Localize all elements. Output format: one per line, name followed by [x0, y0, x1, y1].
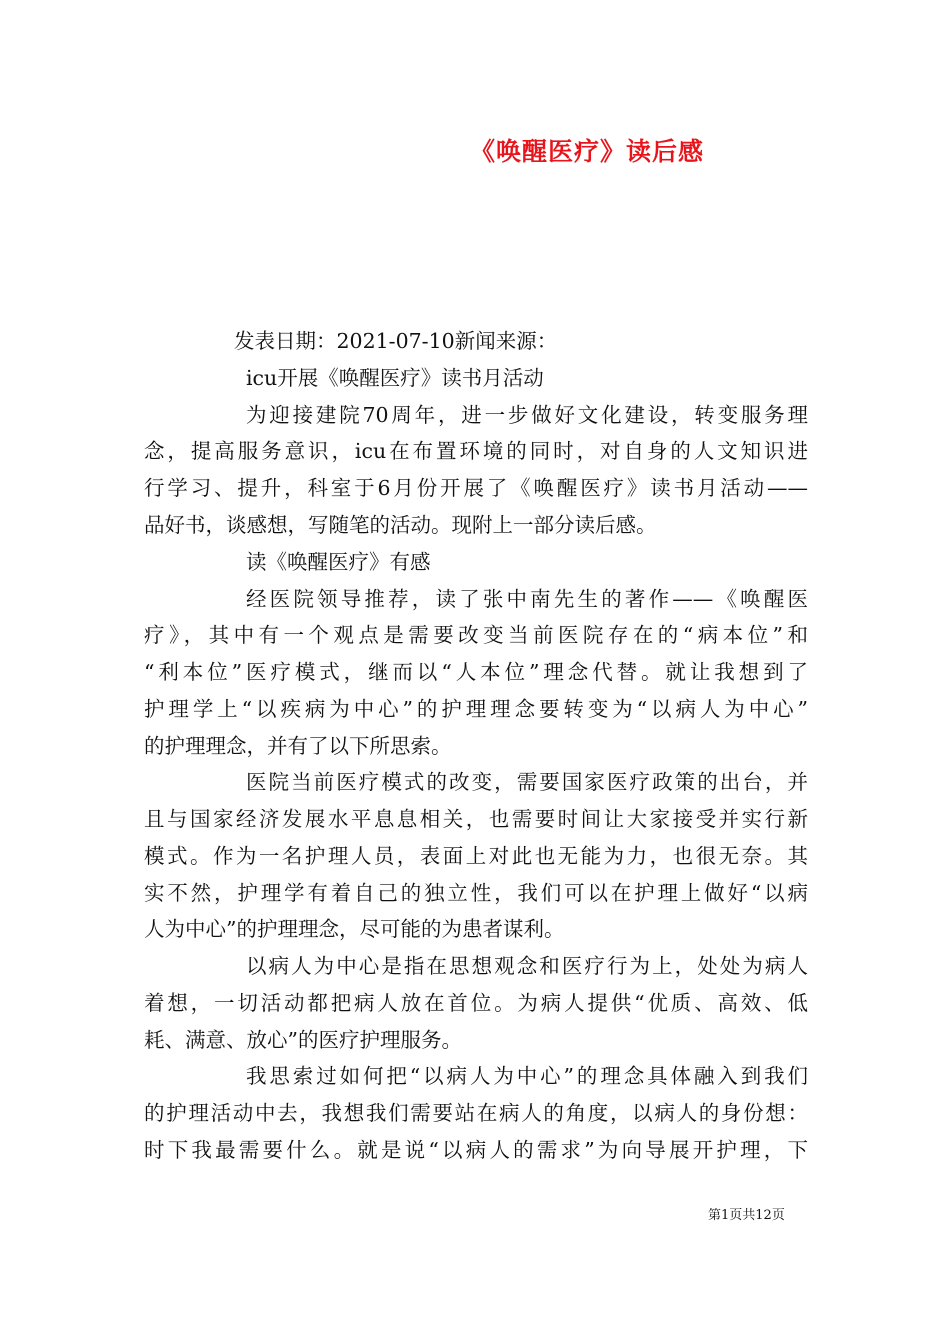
- paragraph-line: 为迎接建院70周年，进一步做好文化建设，转变服务理: [246, 403, 808, 427]
- publish-info-line: 发表日期：2021-07-10新闻来源：: [234, 329, 558, 353]
- paragraph-line: 人为中心”的护理理念，尽可能的为患者谋利。: [144, 917, 565, 941]
- document-title: 《唤醒医疗》读后感: [470, 137, 705, 166]
- paragraph-line: 护理学上“以疾病为中心”的护理理念要转变为“以病人为中心”: [144, 697, 808, 721]
- paragraph-line: 以病人为中心是指在思想观念和医疗行为上，处处为病人: [246, 954, 808, 978]
- paragraph-line: 实不然，护理学有着自己的独立性，我们可以在护理上做好“以病: [144, 881, 808, 905]
- paragraph-line: 品好书，谈感想，写随笔的活动。现附上一部分读后感。: [144, 513, 657, 537]
- paragraph-line: 且与国家经济发展水平息息相关，也需要时间让大家接受并实行新: [144, 807, 808, 831]
- paragraph-line: 时下我最需要什么。就是说“以病人的需求”为向导展开护理，下: [144, 1138, 808, 1162]
- paragraph-line: 疗》，其中有一个观点是需要改变当前医院存在的“病本位”和: [144, 623, 808, 647]
- paragraph-line: 耗、满意、放心”的医疗护理服务。: [144, 1028, 462, 1052]
- paragraph-line: “利本位”医疗模式，继而以“人本位”理念代替。就让我想到了: [144, 660, 808, 684]
- paragraph-line: 的护理理念，并有了以下所思索。: [144, 734, 452, 758]
- paragraph-line: 行学习、提升，科室于6月份开展了《唤醒医疗》读书月活动——: [144, 476, 808, 500]
- subtitle-line: icu开展《唤醒医疗》读书月活动: [246, 366, 544, 390]
- paragraph-line: 模式。作为一名护理人员，表面上对此也无能为力，也很无奈。其: [144, 844, 808, 868]
- section-heading: 读《唤醒医疗》有感: [246, 550, 431, 574]
- paragraph-line: 我思索过如何把“以病人为中心”的理念具体融入到我们: [246, 1064, 808, 1088]
- paragraph-line: 着想，一切活动都把病人放在首位。为病人提供“优质、高效、低: [144, 991, 808, 1015]
- paragraph-line: 医院当前医疗模式的改变，需要国家医疗政策的出台，并: [246, 770, 808, 794]
- paragraph-line: 的护理活动中去，我想我们需要站在病人的角度，以病人的身份想：: [144, 1101, 808, 1125]
- paragraph-line: 经医院领导推荐，读了张中南先生的著作——《唤醒医: [246, 587, 808, 611]
- paragraph-line: 念，提高服务意识，icu在布置环境的同时，对自身的人文知识进: [144, 439, 808, 463]
- page-number-footer: 第1页共12页: [708, 1208, 785, 1223]
